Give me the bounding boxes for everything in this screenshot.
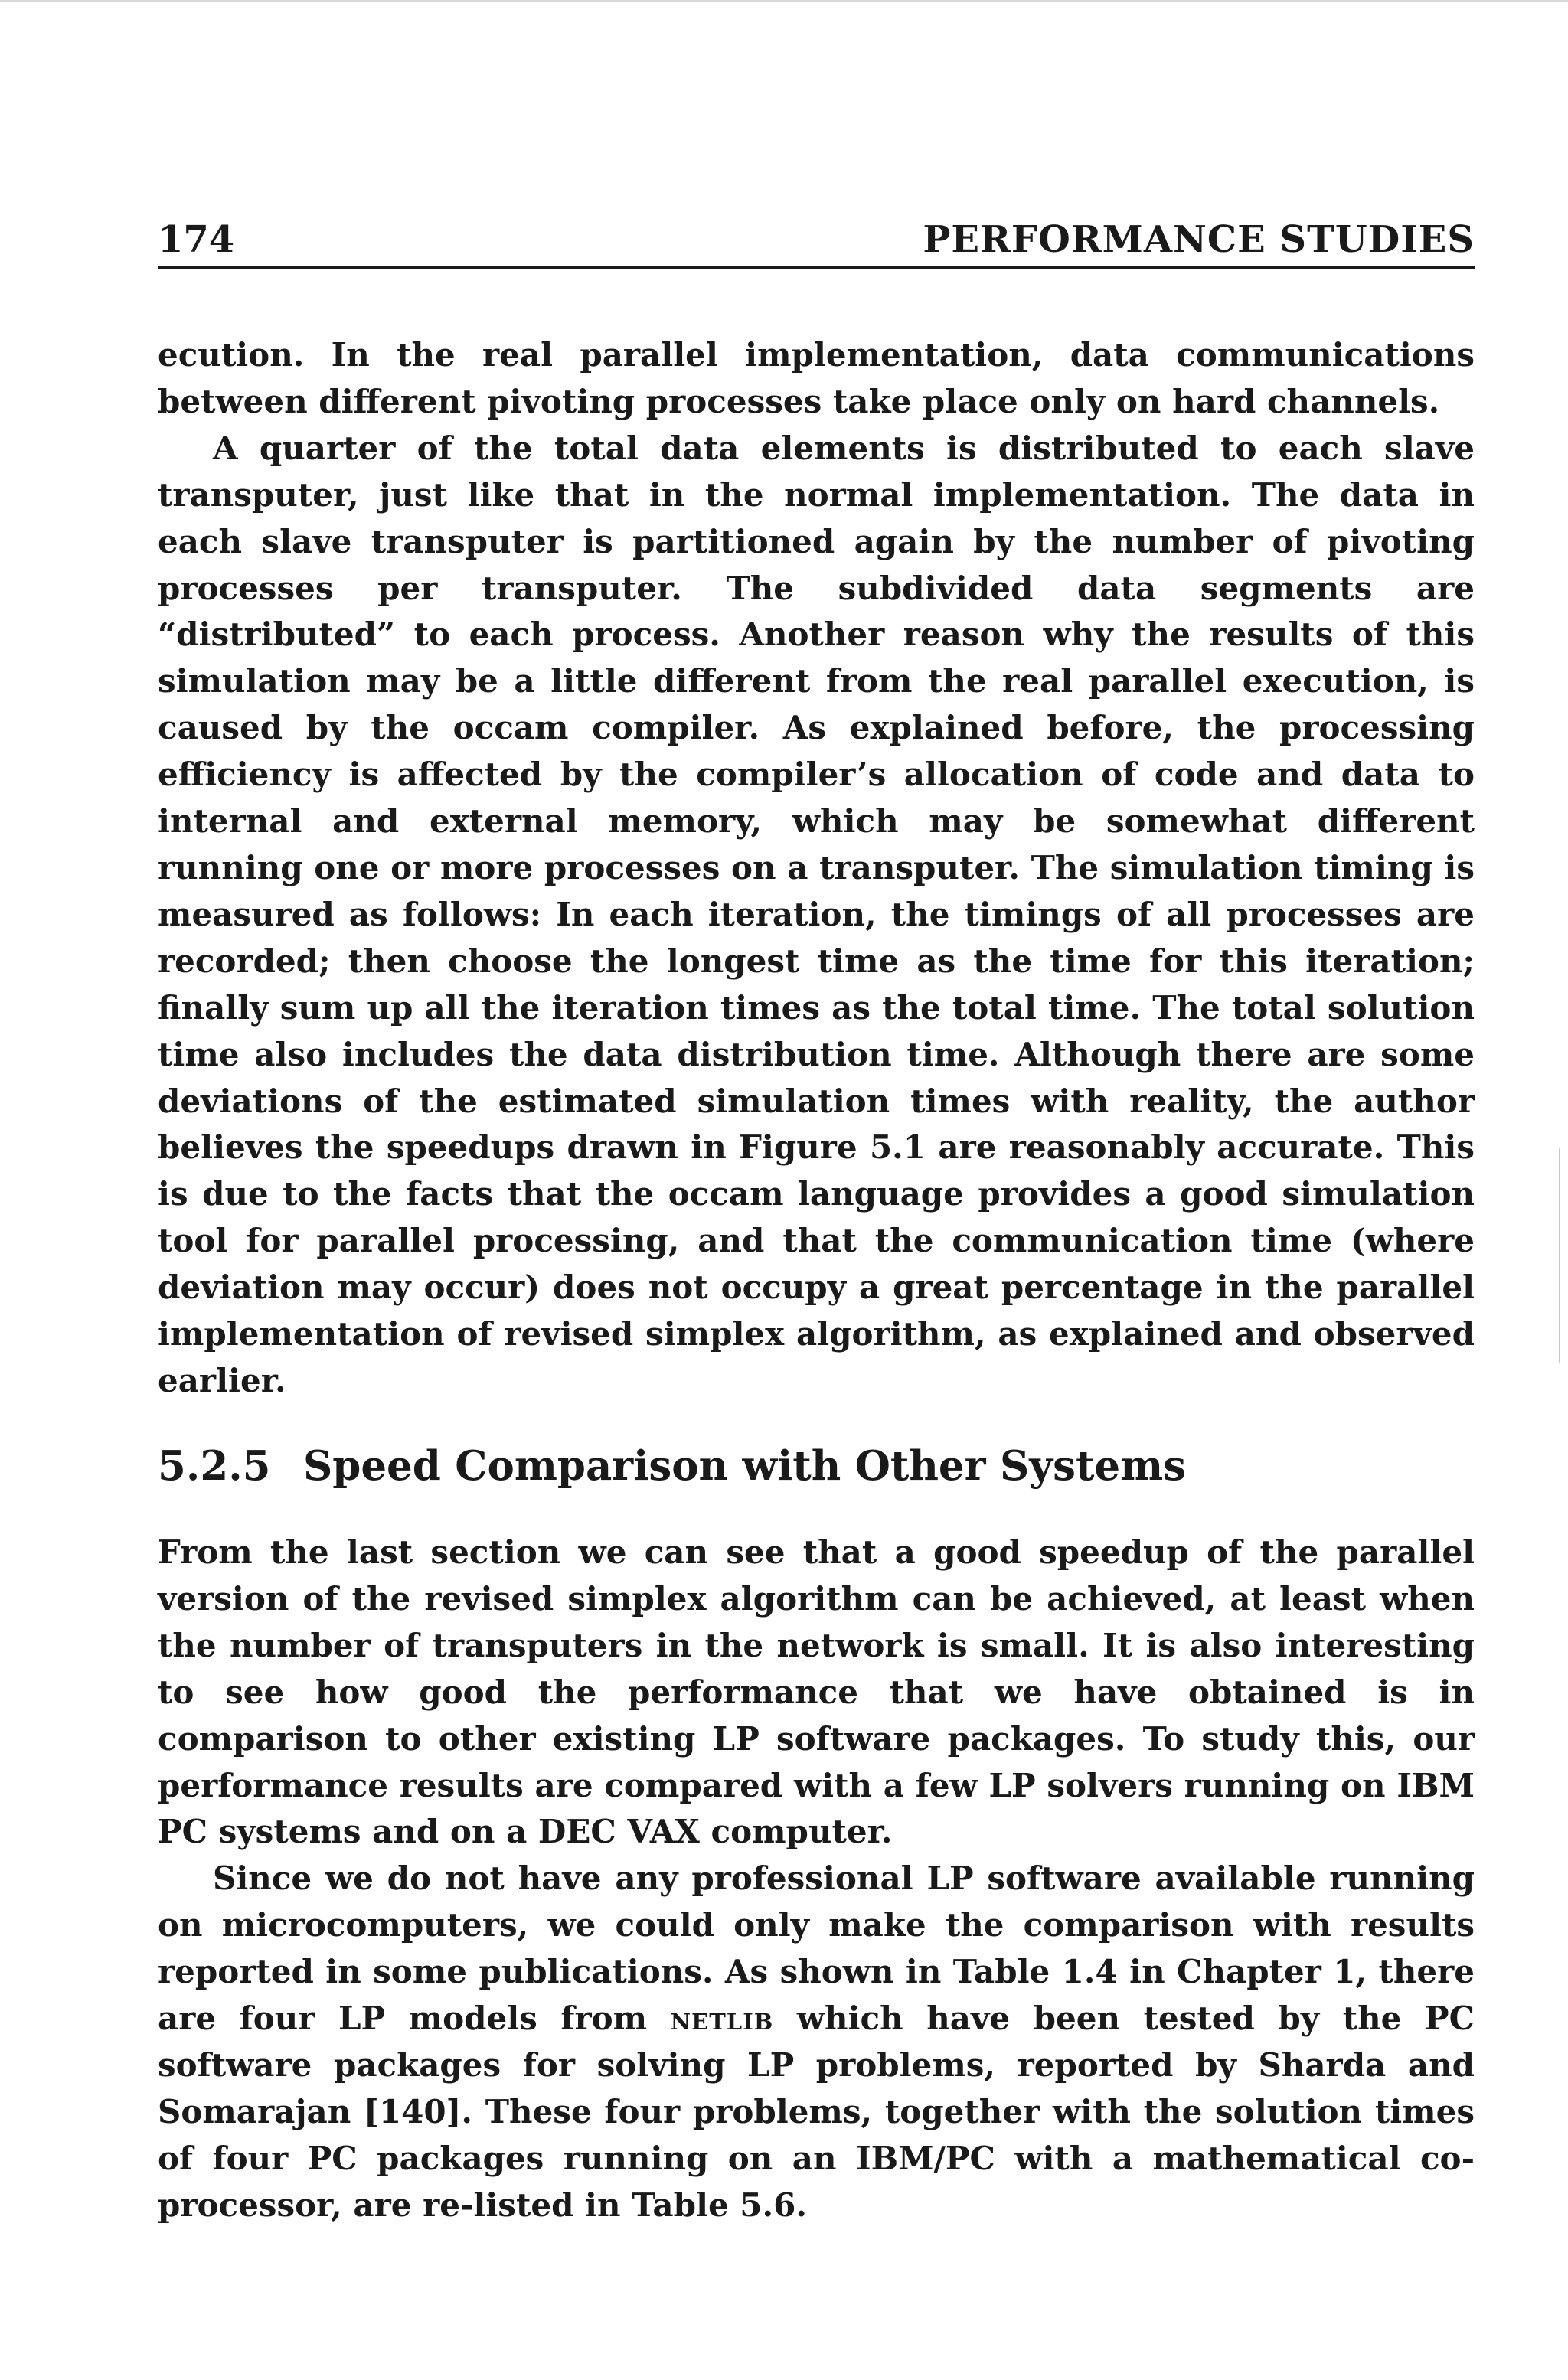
section-title: Speed Comparison with Other Systems [303,1442,1187,1490]
margin-scan-mark [1559,1217,1560,1363]
section-5-2-5 [158,1439,1475,2229]
paragraph: A quarter of the total data elements is distributed to each slave transputer, just like that in the normal implementation. The data in each slave transputer is partitioned again by the number of pivoting processes per transputer. The subdivided data segments are “distributed” to each process. Another reason why the results of this simulation may be a little different from the real parallel execution, is caused by the occam compiler. As explained before, the processing efficiency is affected by the compiler’s allocation of code and data to internal and external memory, which may be somewhat different running one or more processes on a transputer. The simulation timing is measured as follows: In each iteration, the timings of all processes are recorded; then choose the longest time as the time for this iteration; finally sum up all the iteration times as the total time. The total solution time also includes the data distribution time. Although there are some deviations of the estimated simulation times with reality, the author believes the speedups drawn in Figure 5.1 are reasonably accurate. This is due to the facts that the occam language provides a good simulation tool for parallel processing, and that the communication time (where deviation may occur) does not occupy a great percentage in the parallel implementation of revised simplex algorithm, as explained and observed earlier. [158,429,1475,1399]
running-header [158,213,1475,269]
paragraph: ecution. In the real parallel implementation, data communications between different pivoting processes take place only on hard channels. [158,336,1475,420]
netlib-term: netlib [670,2000,774,2038]
paragraph-text: which have been tested by the PC software packages for solving LP problems, reported by Sharda and Somarajan [140]. These four problems, together with the solution times of four PC packages running on an IBM/PC with a mathematical co-processor, are re-listed in Table 5.6. [158,2000,1475,2224]
page-number: 174 [158,218,235,261]
section-number: 5.2.5 [158,1442,271,1490]
paragraph-text: Since we do not have any professional LP software available running on microcomputers, we could only make the comparison with results reported in some publications. As shown in Table 1.4 in Chapter 1, there are four LP models from [158,1859,1475,2038]
running-title: PERFORMANCE STUDIES [923,218,1475,261]
paragraph: From the last section we can see that a good speedup of the parallel version of the revised simplex algorithm can be achieved, at least when the number of transputers in the network is small. It is also interesting to see how good the performance that we have obtained is in comparison to other existing LP software packages. To study this, our performance results are compared with a few LP solvers running on IBM PC systems and on a DEC VAX computer. [158,1533,1475,1851]
body-text [158,332,1475,1405]
paragraph [158,1856,1475,2228]
scan-top-edge [0,0,1568,2]
section-heading [158,1439,1475,1493]
margin-scan-mark [1559,1148,1560,1217]
